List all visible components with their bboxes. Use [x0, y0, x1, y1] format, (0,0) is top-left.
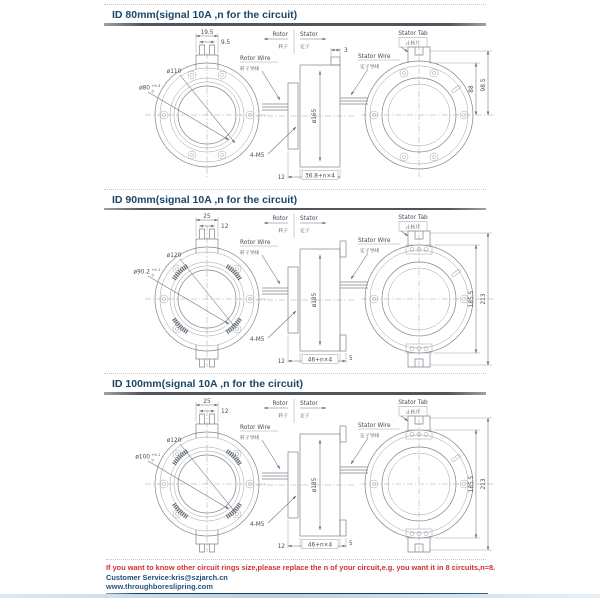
length-formula-dim: 46+n×4	[307, 357, 333, 364]
stator-wire-label-cn: 定子导线	[360, 249, 380, 254]
bore-tolerance-upper: +0.3	[151, 83, 161, 88]
rotor-offset-dim: 12	[277, 174, 285, 181]
technical-drawing	[104, 27, 504, 185]
front-width-dim: 25	[203, 214, 211, 220]
rotor-label-cn: 转子	[278, 44, 288, 50]
side-view	[240, 399, 400, 550]
front-inner-width-dim: 12	[221, 224, 229, 230]
side-bottom-dimensions	[278, 151, 340, 181]
inner-height-dim: 88	[469, 84, 475, 93]
stator-label-cn: 定子	[300, 44, 310, 50]
rotor-offset-dim: 12	[277, 359, 285, 365]
stator-label: Stator	[300, 400, 318, 407]
section-title: ID 90mm(signal 10A ,n for the circuit)	[112, 193, 298, 206]
rotor-wire-label: Rotor Wire	[240, 240, 271, 246]
stator-label-cn: 定子	[300, 413, 310, 419]
tab-thickness-dim: 5	[349, 356, 353, 362]
front-bore-diameter-label: ø100	[135, 454, 150, 460]
side-diameter-label: ø185	[312, 292, 318, 308]
technical-drawing	[104, 211, 504, 369]
side-bottom-dimensions	[278, 335, 353, 365]
section-separator	[104, 4, 486, 5]
section-title-rule	[104, 23, 486, 26]
side-diameter-label: ø165	[312, 108, 318, 123]
stator-tab-label-cn: 止转片	[405, 410, 421, 415]
index-slot	[451, 84, 461, 92]
front-inner-width-dim: 12	[221, 408, 229, 415]
length-formula-dim: 36.8+n×4	[305, 173, 335, 179]
spec-section	[104, 0, 486, 185]
footer-separator	[106, 559, 486, 560]
bore-tolerance-lower: 0	[151, 273, 154, 278]
stator-wires	[340, 467, 368, 473]
stator-wire-label: Stator Wire	[358, 238, 391, 244]
rotor-label-cn: 转子	[278, 229, 288, 234]
front-bore-diameter-label: ø90.2	[133, 269, 150, 276]
page-bottom-strip	[0, 594, 600, 598]
front-view	[135, 399, 269, 552]
website-url: www.throughboreslipring.com	[106, 581, 213, 591]
front-outer-diameter-label: ø120	[166, 253, 182, 259]
rotor-offset-dim: 12	[277, 543, 285, 550]
stator-tab-label: Stator Tab	[398, 399, 428, 406]
stator-wires	[340, 98, 368, 104]
front-width-dim: 19.5	[200, 29, 214, 36]
inner-height-dim: 185.5	[469, 290, 475, 308]
side-diameter-label: ø185	[312, 477, 318, 492]
rotor-wire-label-cn: 转子导线	[240, 435, 260, 441]
bore-tolerance-upper: +0.1	[151, 452, 161, 457]
spec-section	[104, 185, 486, 370]
rotor-label: Rotor	[272, 400, 288, 407]
index-slot	[451, 453, 461, 461]
customer-service-text: Customer Service:kris@szjarch.cn	[106, 572, 228, 582]
rotor-wire-label-cn: 转子导线	[240, 251, 260, 256]
section-title: ID 80mm(signal 10A ,n for the circuit)	[112, 9, 298, 21]
back-view: Stator Tab 止转片 185.5 213 185.5 213	[361, 215, 494, 367]
side-bottom-dimensions	[278, 520, 353, 550]
bore-tolerance-lower: 0	[151, 89, 154, 93]
rotor-wires	[262, 104, 288, 110]
footer	[104, 554, 496, 597]
back-top-tab	[408, 231, 430, 247]
outer-height-dim: 98.5	[481, 78, 487, 91]
side-view	[240, 30, 400, 181]
front-view	[134, 214, 269, 367]
stator-tab-label: Stator Tab	[398, 30, 428, 37]
stator-top-tab-edge	[331, 48, 348, 65]
inner-height-dim: 185.5	[469, 475, 475, 492]
page-content	[104, 0, 496, 597]
section-title: ID 100mm(signal 10A ,n for the circuit)	[112, 378, 303, 390]
back-view: Stator Tab 止转片 88 98.5 88 98.5	[361, 31, 494, 177]
section-title-rule	[104, 208, 486, 211]
spec-section	[104, 369, 486, 554]
front-outer-diameter-label: ø120	[166, 437, 182, 444]
rotor-label-cn: 转子	[278, 413, 288, 419]
stator-wire-label: Stator Wire	[358, 53, 391, 60]
tab-width-dim: 3	[344, 47, 348, 54]
stator-tab-label: Stator Tab	[398, 215, 428, 221]
bore-tolerance-upper: +0.1	[151, 268, 161, 272]
rotor-wires	[262, 473, 288, 479]
back-top-tab	[408, 416, 430, 432]
stator-wires	[340, 282, 368, 288]
side-view	[240, 214, 400, 365]
stator-label: Stator	[300, 216, 318, 222]
footer-note: If you want to know other circuit rings size,please replace the n of your circuit,e.g. you want it in 8 circuits,n=8.	[106, 562, 496, 572]
technical-drawing	[104, 396, 504, 554]
front-bore-diameter-label: ø80	[139, 85, 150, 91]
outer-height-dim: 213	[481, 293, 487, 305]
stator-wire-label-cn: 定子导线	[360, 64, 380, 70]
section-separator	[104, 373, 486, 374]
stator-tab-label-cn: 止转片	[405, 225, 421, 231]
tab-thickness-dim: 5	[349, 540, 353, 547]
stator-tab-edges	[340, 426, 346, 536]
front-inner-width-dim: 9.5	[221, 39, 231, 46]
back-view: Stator Tab 止转片 185.5 213 185.5 213	[361, 400, 494, 552]
outer-height-dim: 213	[481, 477, 487, 490]
stator-tab-edges	[340, 241, 346, 351]
screw-spec-label: 4-M5	[250, 521, 265, 528]
screw-spec-label: 4-M5	[250, 337, 265, 343]
front-outer-diameter-label: ø110	[166, 68, 182, 75]
rotor-label: Rotor	[272, 31, 288, 38]
front-dimensions	[139, 30, 235, 143]
bore-tolerance-lower: 0	[151, 458, 154, 462]
front-width-dim: 25	[203, 398, 211, 405]
back-dimensions	[430, 51, 492, 115]
rotor-wire-label: Rotor Wire	[240, 55, 271, 62]
stator-wire-label: Stator Wire	[358, 422, 391, 429]
index-slot	[451, 269, 461, 277]
section-title-rule	[104, 392, 486, 395]
rotor-label: Rotor	[272, 216, 288, 222]
stator-tab-label-cn: 止转片	[405, 41, 421, 46]
stator-label-cn: 定子	[300, 229, 310, 234]
rotor-wire-label: Rotor Wire	[240, 424, 271, 431]
section-separator	[104, 189, 486, 190]
rotor-wire-label-cn: 转子导线	[240, 66, 260, 72]
screw-spec-label: 4-M5	[250, 152, 265, 159]
sections-container	[104, 0, 486, 554]
stator-label: Stator	[300, 31, 318, 38]
front-dimensions	[135, 399, 235, 512]
stator-wire-label-cn: 定子导线	[360, 433, 380, 439]
length-formula-dim: 46+n×4	[307, 542, 333, 548]
rotor-wires	[262, 288, 288, 294]
